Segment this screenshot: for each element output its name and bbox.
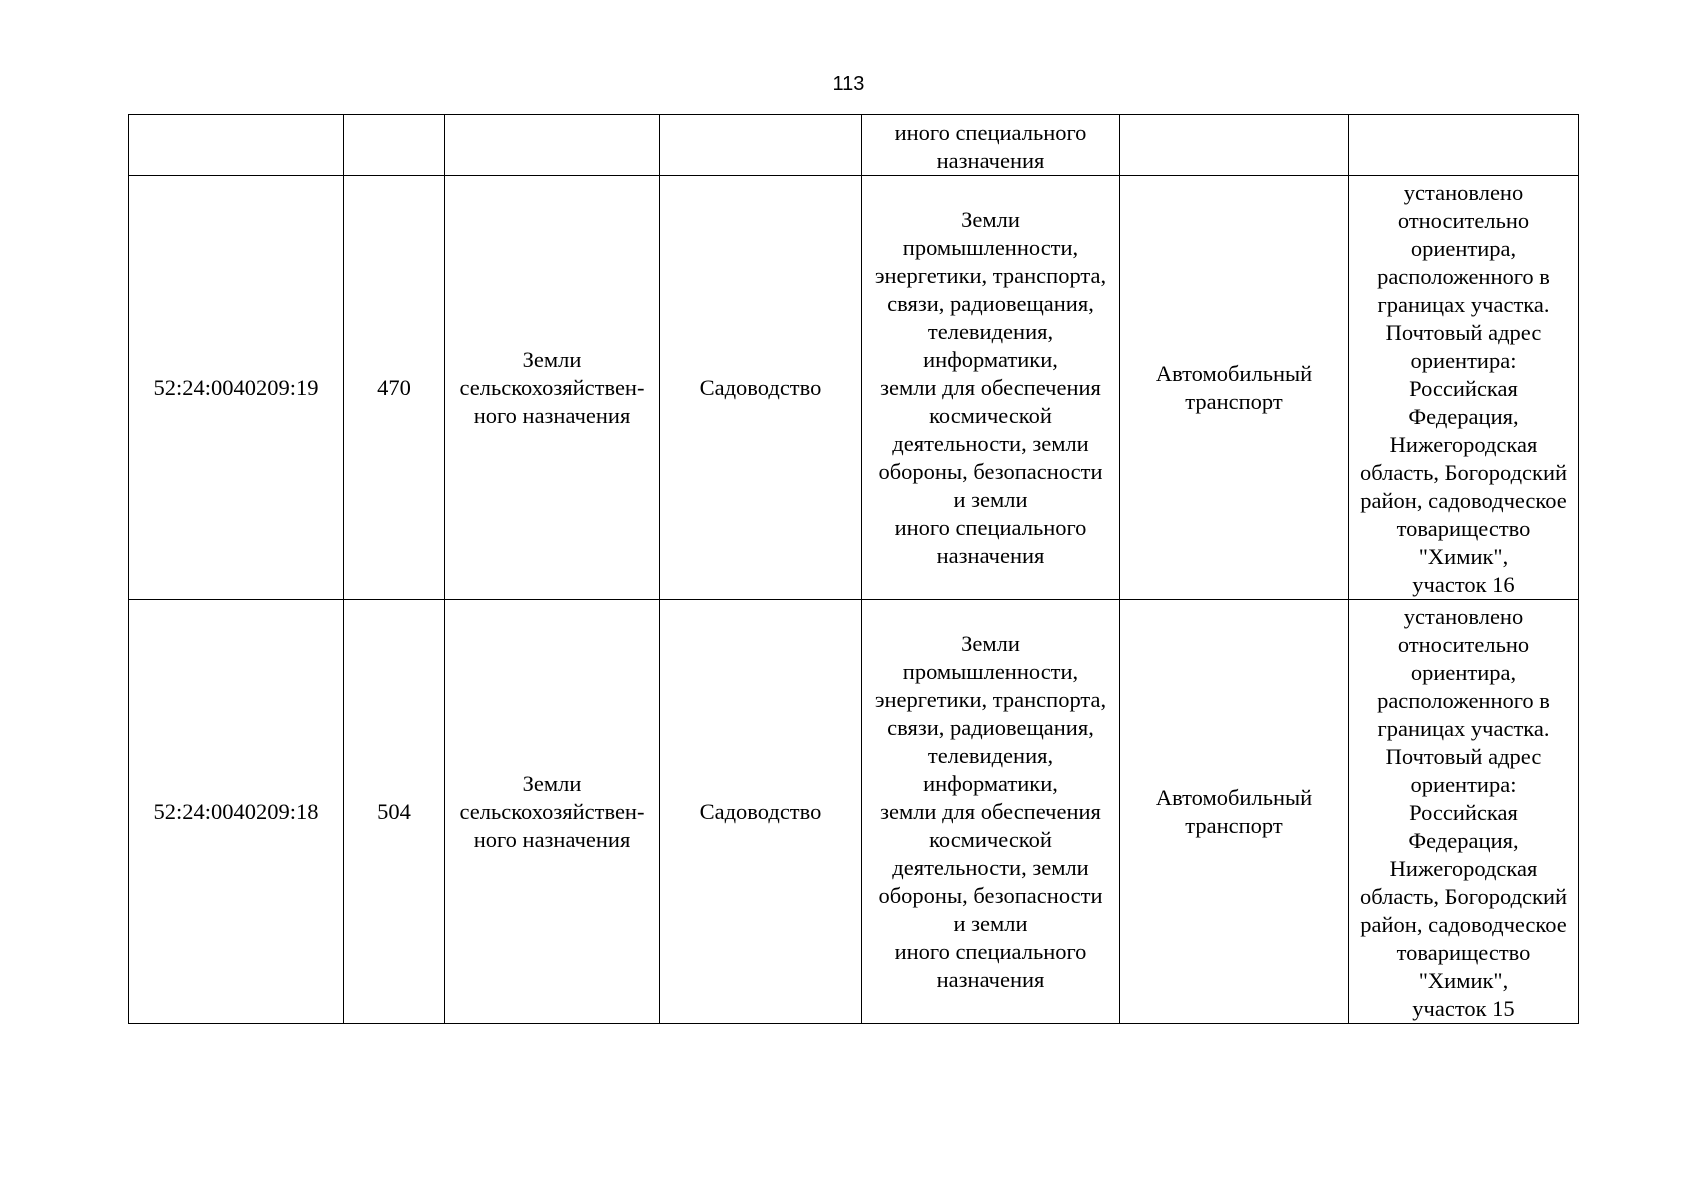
cell-line: транспорт bbox=[1185, 388, 1283, 414]
cell-line: "Химик", bbox=[1418, 968, 1509, 993]
cell-line: космической bbox=[929, 402, 1052, 428]
cell-line: границах участка. bbox=[1377, 716, 1550, 741]
cell-line: Нижегородская bbox=[1389, 432, 1538, 457]
cell-line: связи, радиовещания, bbox=[887, 290, 1094, 316]
cell-line: энергетики, транспорта, bbox=[874, 686, 1107, 712]
cell-line: и земли bbox=[953, 910, 1028, 936]
continuation-row bbox=[129, 115, 1579, 176]
cell-line: транспорт bbox=[1185, 812, 1283, 838]
zone-cell bbox=[1120, 176, 1349, 600]
cell-line: "Химик", bbox=[1418, 544, 1509, 569]
cell-line: товарищество bbox=[1396, 940, 1531, 965]
cadastral-number-cell: 52:24:0040209:19 bbox=[129, 176, 344, 600]
cell-line: ориентира: bbox=[1410, 348, 1517, 373]
cell-line: информатики, bbox=[923, 346, 1058, 372]
cadastral-number-cell: 52:24:0040209:18 bbox=[129, 600, 344, 1024]
cell-line: Почтовый адрес bbox=[1385, 744, 1542, 769]
adjacent-category-cell bbox=[862, 600, 1120, 1024]
cell-line: деятельности, земли bbox=[892, 430, 1089, 456]
cell-line: границах участка. bbox=[1377, 292, 1550, 317]
cell-line: товарищество bbox=[1396, 516, 1531, 541]
cell-line: Автомобильный bbox=[1155, 360, 1313, 386]
cell-line: район, садоводческое bbox=[1360, 488, 1567, 513]
cell-line: ориентира, bbox=[1410, 236, 1517, 261]
permitted-use-cell bbox=[660, 115, 862, 176]
area-cell: 470 bbox=[344, 176, 445, 600]
address-cell bbox=[1349, 115, 1579, 176]
cell-line: область, Богородский bbox=[1359, 884, 1568, 909]
cell-line: космической bbox=[929, 826, 1052, 852]
zone-cell bbox=[1120, 600, 1349, 1024]
cell-line: Земли bbox=[522, 770, 582, 796]
land-category-cell bbox=[445, 600, 660, 1024]
address-cell bbox=[1349, 600, 1579, 1024]
cell-line: Федерация, bbox=[1408, 404, 1519, 429]
cell-line: относительно bbox=[1397, 208, 1530, 233]
cell-line: иного специального bbox=[894, 120, 1087, 145]
cell-line: Нижегородская bbox=[1389, 856, 1538, 881]
cell-line: обороны, безопасности bbox=[878, 882, 1103, 908]
cell-line: Автомобильный bbox=[1155, 784, 1313, 810]
cell-line: телевидения, bbox=[927, 318, 1054, 344]
cell-line: область, Богородский bbox=[1359, 460, 1568, 485]
cell-line: земли для обеспечения bbox=[880, 798, 1101, 824]
cell-line: и земли bbox=[953, 486, 1028, 512]
cell-line: иного специального bbox=[894, 514, 1087, 540]
cadastral-number-cell bbox=[129, 115, 344, 176]
cell-line: ного назначения bbox=[473, 826, 631, 852]
cell-line: иного специального bbox=[894, 938, 1087, 964]
cell-line: сельскохозяйствен- bbox=[459, 374, 645, 400]
cell-line: расположенного в bbox=[1377, 688, 1550, 713]
adjacent-category-cell bbox=[862, 176, 1120, 600]
cell-line: энергетики, транспорта, bbox=[874, 262, 1107, 288]
cell-line: ного назначения bbox=[473, 402, 631, 428]
cell-line: промышленности, bbox=[902, 658, 1079, 684]
cell-line: Земли bbox=[961, 206, 1020, 232]
page-number: 113 bbox=[832, 73, 865, 95]
cell-line: назначения bbox=[936, 542, 1045, 568]
cell-line: Почтовый адрес bbox=[1385, 320, 1542, 345]
cell-line: Российская bbox=[1409, 376, 1518, 401]
cell-line: ориентира: bbox=[1410, 772, 1517, 797]
cell-line: Российская bbox=[1409, 800, 1518, 825]
cell-line: Земли bbox=[522, 346, 582, 372]
cell-line: Федерация, bbox=[1408, 828, 1519, 853]
area-cell bbox=[344, 115, 445, 176]
table-row bbox=[129, 176, 1579, 600]
cell-line: связи, радиовещания, bbox=[887, 714, 1094, 740]
cell-line: установлено bbox=[1403, 180, 1524, 205]
cell-line: телевидения, bbox=[927, 742, 1054, 768]
land-category-cell bbox=[445, 115, 660, 176]
cell-line: участок 15 bbox=[1412, 996, 1515, 1021]
cell-line: деятельности, земли bbox=[892, 854, 1089, 880]
cell-line: ориентира, bbox=[1410, 660, 1517, 685]
cell-line: промышленности, bbox=[902, 234, 1079, 260]
permitted-use-cell: Садоводство bbox=[660, 600, 862, 1024]
table-row bbox=[129, 600, 1579, 1024]
zone-cell bbox=[1120, 115, 1349, 176]
land-category-cell bbox=[445, 176, 660, 600]
cell-line: расположенного в bbox=[1377, 264, 1550, 289]
land-plots-table bbox=[128, 114, 1579, 1024]
cell-line: относительно bbox=[1397, 632, 1530, 657]
address-cell bbox=[1349, 176, 1579, 600]
cell-line: обороны, безопасности bbox=[878, 458, 1103, 484]
cell-line: установлено bbox=[1403, 604, 1524, 629]
cell-line: назначения bbox=[936, 148, 1045, 173]
cell-line: сельскохозяйствен- bbox=[459, 798, 645, 824]
cell-line: район, садоводческое bbox=[1360, 912, 1567, 937]
permitted-use-cell: Садоводство bbox=[660, 176, 862, 600]
cell-line: земли для обеспечения bbox=[880, 374, 1101, 400]
cell-line: назначения bbox=[936, 966, 1045, 992]
cell-line: Земли bbox=[961, 630, 1020, 656]
area-cell: 504 bbox=[344, 600, 445, 1024]
cell-line: участок 16 bbox=[1412, 572, 1515, 597]
adjacent-category-cell bbox=[862, 115, 1120, 176]
cell-line: информатики, bbox=[923, 770, 1058, 796]
